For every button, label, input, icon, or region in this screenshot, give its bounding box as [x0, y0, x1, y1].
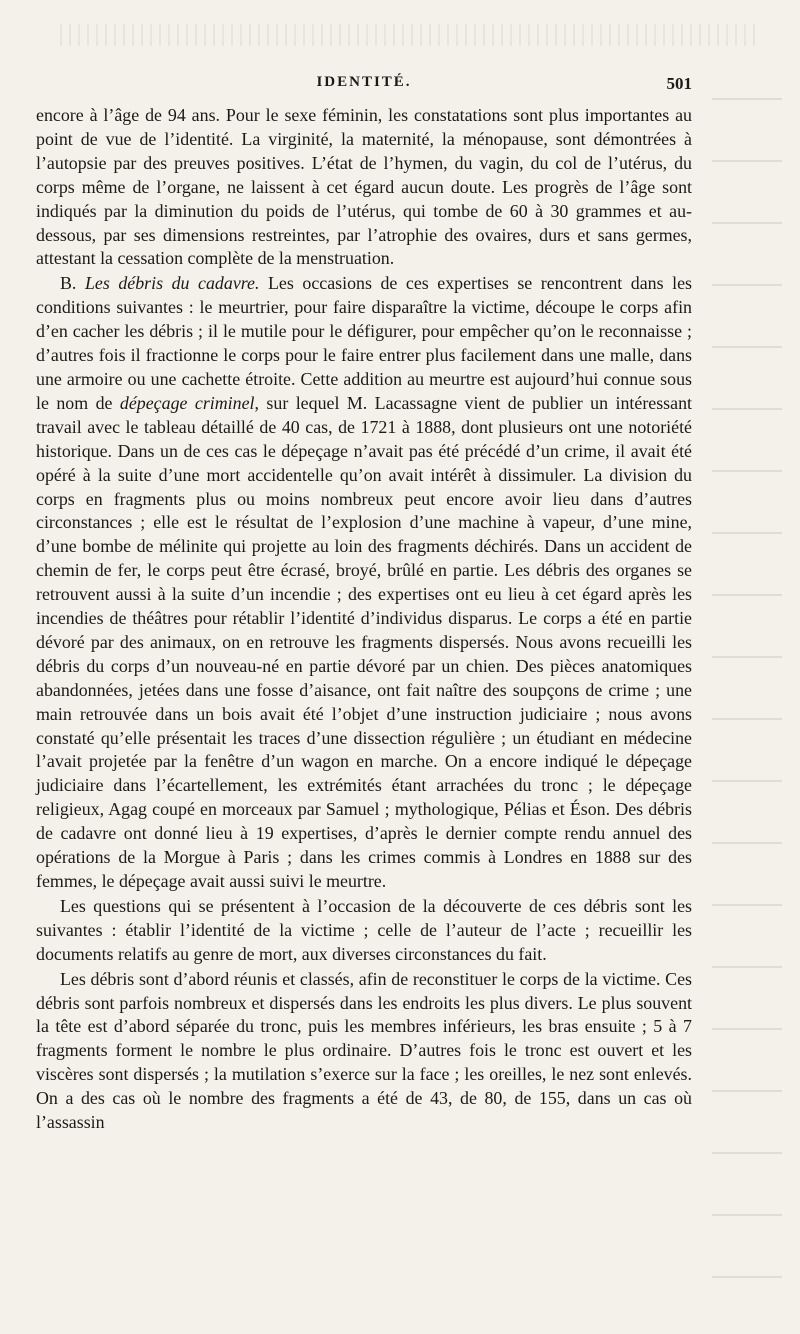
text-segment: encore à l’âge de 94 ans. Pour le sexe féminin, les constatations sont plus importantes au point de vue de l’identité. La virginité, la maternité, la ménopause, sont démontrées à l’autopsie par des preuves positives. L’état de l’hymen, du vagin, du col de l’utérus, du corps même de l’organe, ne laissent à cet égard aucun doute. Les progrès de l’âge sont indiqués par la diminution du poids de l’utérus, qui tombe de 60 à 30 grammes et au-dessous, par ses dimensions restreintes, par l’atrophie des ovaires, durs et sans germes, attestant la cessation complète de la menstruation. [36, 105, 692, 269]
text-segment: Les questions qui se présentent à l’occasion de la découverte de ces débris sont les suivantes : établir l’identité de la victime ; celle de l’auteur de l’acte ; recueillir les documents relatifs au genre de mort, aux diverses circonstances du fait. [36, 895, 692, 964]
body-text [36, 104, 692, 1135]
scan-margin-marks [712, 60, 782, 1320]
text-segment: B. [60, 273, 85, 294]
text-segment: , sur lequel M. Lacassagne vient de publier un intéressant travail avec le tableau détaillé de 40 cas, de 1721 à 1888, dont plusieurs ont une notoriété historique. Dans un de ces cas le dépeçage n’avait pas été précédé d’un crime, il avait été opéré à la suite d’une mort accidentelle qu’on avait intérêt à dissimuler. La division du corps en fragments plus ou moins nombreux peut encore avoir lieu dans d’autres circonstances ; elle est le résultat de l’explosion d’une machine à vapeur, d’une mine, d’une bombe de mélinite qui projette au loin des fragments déchirés. Dans un accident de chemin de fer, le corps peut être écrasé, broyé, brûlé en partie. Les débris des organes se retrouvent aussi à la suite d’un incendie ; des expertises ont eu lieu à cet égard après les incendies de théâtres pour rétablir l’identité d’individus disparus. Le corps a été en partie dévoré par des animaux, on en retrouve les fragments dispersés. Nous avons recueilli les débris du corps d’un nouveau-né en partie dévoré par un chien. Des pièces anatomiques abandonnées, jetées dans une fosse d’aisance, ont fait naître des soupçons de crime ; une main retrouvée dans un bois avait été l’objet d’une instruction judiciaire ; nous avons constaté qu’elle présentait les traces d’une dissection régulière ; un étudiant en médecine l’avait projetée par la fenêtre d’un wagon en marche. On a encore indiqué le dépeçage judiciaire dans l’écartellement, les extrémités étant arrachées du tronc ; le dépeçage religieux, Agag coupé en morceaux par Samuel ; mythologique, Pélias et Éson. Des débris de cadavre ont donné lieu à 19 expertises, d’après le dernier compte rendu annuel des opérations de la Morgue à Paris ; dans les crimes commis à Londres en 1888 sur des femmes, le dépeçage avait aussi suivi le meurtre. [36, 392, 693, 891]
paragraph-p2 [36, 272, 692, 894]
page-header [36, 74, 692, 100]
scan-noise-top [60, 24, 760, 46]
italic-text: Les débris du cadavre. [84, 273, 260, 294]
text-segment: Les débris sont d’abord réunis et classés, afin de reconstituer le corps de la victime. Ces débris sont parfois nombreux et dispersés dans les endroits les plus divers. Le plus souvent la tête est d’abord séparée du tronc, puis les membres inférieurs, les bras ensuite ; 5 à 7 fragments forment le nombre le plus ordinaire. D’autres fois le tronc est ouvert et les viscères sont dispersés ; la mutilation s’exerce sur la face ; les oreilles, le nez sont enlevés. On a des cas où le nombre des fragments a été de 43, de 80, de 155, dans un cas où l’assassin [36, 968, 692, 1133]
text-segment: Les occasions de ces expertises se rencontrent dans les conditions suivantes : le meurtrier, pour faire disparaître la victime, découpe le corps afin d’en cacher les débris ; il le mutile pour le défigurer, pour empêcher qu’on le reconnaisse ; d’autres fois il fractionne le corps pour le faire entrer plus facilement dans une malle, dans une armoire ou une cachette étroite. Cette addition au meurtre est aujourd’hui connue sous le nom de [36, 273, 692, 413]
paragraph-p4 [36, 968, 692, 1135]
italic-text: dépeçage criminel [119, 392, 255, 413]
paragraph-p3 [36, 895, 692, 967]
running-head: IDENTITÉ. [316, 74, 412, 90]
paragraph-p1 [36, 104, 692, 271]
page-number: 501 [666, 74, 692, 93]
